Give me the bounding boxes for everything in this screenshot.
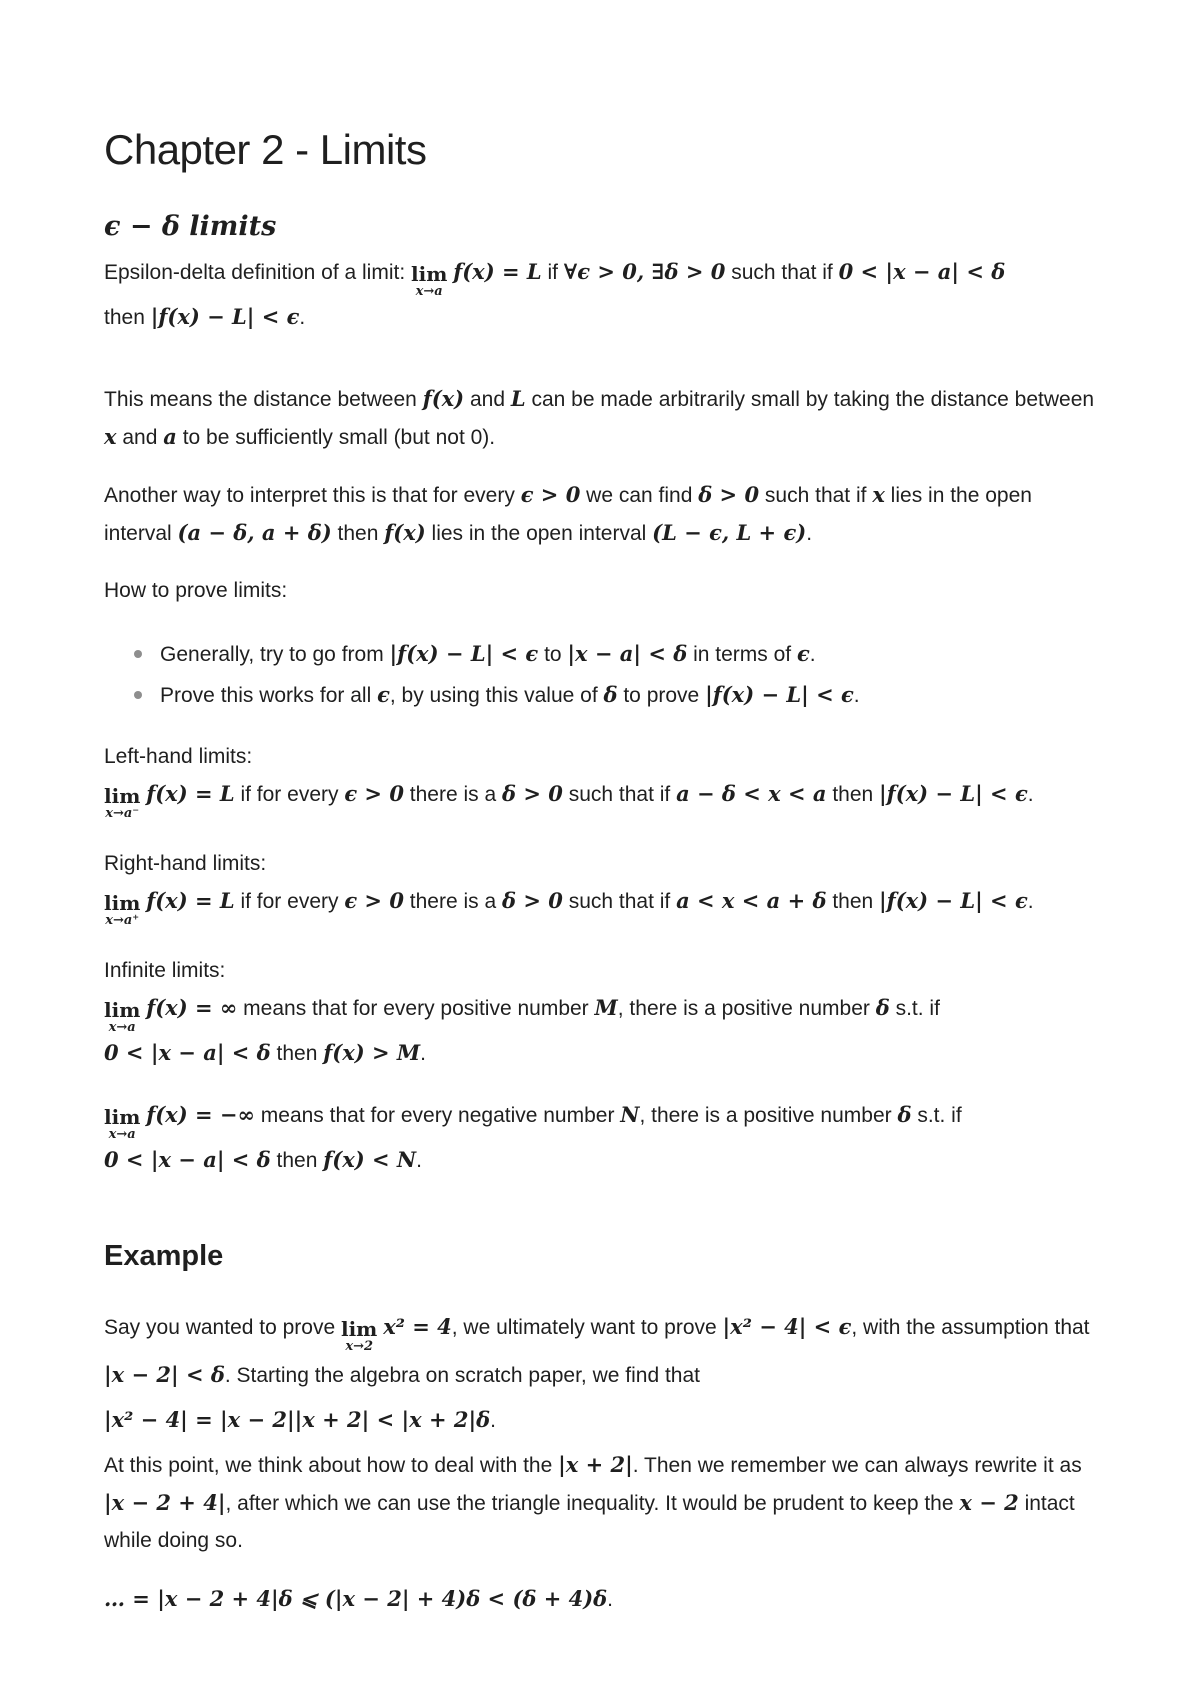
limit-operator: lim x→2: [340, 1317, 378, 1354]
limit-operator: lim x→a: [104, 1105, 141, 1142]
chapter-title: Chapter 2 - Limits: [104, 126, 427, 173]
bullet-dot-icon: [134, 691, 142, 699]
example-heading-block: [104, 1240, 1104, 1273]
definition-paragraph: Epsilon-delta definition of a limit: lim x→a f(x) = L if ∀ϵ > 0, ∃δ > 0 such that if 0 < |x − a| < δ then |f(x) − L| < ϵ.: [104, 259, 1006, 329]
left-hand-limits-heading: Left-hand limits:: [104, 745, 253, 768]
section-heading-block: [104, 210, 1104, 243]
example-paragraph-2: At this point, we think about how to deal with the |x + 2|. Then we remember we can always rewrite it as |x − 2 + 4|, after which we can use the triangle inequality. It would be prudent to keep the x − 2 intact while doing so.: [104, 1452, 1082, 1552]
limit-operator: lim x→a: [411, 262, 448, 299]
limit-operator: lim x→a⁻: [104, 784, 141, 821]
bullet-dot-icon: [134, 650, 142, 658]
example-paragraph-1: Say you wanted to prove lim x→2 x² = 4, we ultimately want to prove |x² − 4| < ϵ, with the assumption that |x − 2| < δ. Starting the algebra on scratch paper, we find that |x² − 4| = |x − 2||x + 2| < |x + 2|δ.: [104, 1314, 1090, 1432]
infinite-limits-heading: Infinite limits:: [104, 959, 226, 982]
how-to-prove-heading: How to prove limits:: [104, 579, 288, 602]
example-paragraph-3: … = |x − 2 + 4|δ ⩽ (|x − 2| + 4)δ < (δ + 4)δ.: [104, 1586, 614, 1611]
right-hand-limits-heading: Right-hand limits:: [104, 852, 267, 875]
list-item: Prove this works for all ϵ, by using this value of δ to prove |f(x) − L| < ϵ.: [104, 675, 1104, 716]
list-item: Generally, try to go from |f(x) − L| < ϵ to |x − a| < δ in terms of ϵ.: [104, 634, 1104, 675]
interpretation-paragraph: Another way to interpret this is that for every ϵ > 0 we can find δ > 0 such that if x lies in the open interval (a − δ, a + δ) then f(x) lies in the open interval (L − ϵ, L + ϵ).: [104, 482, 1032, 545]
proof-steps-list: [104, 634, 1104, 716]
right-hand-limits-block: Right-hand limits: lim x→a⁺ f(x) = L if for every ϵ > 0 there is a δ > 0 such that if a < x < a + δ then |f(x) − L| < ϵ.: [104, 845, 1104, 927]
limit-operator: lim x→a: [104, 998, 141, 1035]
negative-infinity-definition: lim x→a f(x) = −∞ means that for every negative number N, there is a positive number δ s.t. if 0 < |x − a| < δ then f(x) < N.: [104, 1102, 962, 1172]
infinite-limits-block: [104, 952, 1104, 1072]
negative-infinity-block: [104, 1096, 1104, 1179]
section-heading-math: ϵ − δ limits: [104, 211, 277, 242]
meaning-paragraph: This means the distance between f(x) and L can be made arbitrarily small by taking the distance between x and a to be sufficiently small (but not 0).: [104, 386, 1095, 449]
example-heading: Example: [104, 1240, 224, 1272]
limit-operator: lim x→a⁺: [104, 891, 141, 928]
chapter-title-block: [104, 126, 1104, 174]
section-heading-epsilon-delta: [104, 210, 1104, 243]
positive-infinity-definition: lim x→a f(x) = ∞ means that for every positive number M, there is a positive number δ s.t. if 0 < |x − a| < δ then f(x) > M.: [104, 995, 940, 1065]
how-to-prove-heading-block: [104, 572, 1104, 609]
left-hand-limits-block: Left-hand limits: lim x→a⁻ f(x) = L if for every ϵ > 0 there is a δ > 0 such that if a − δ < x < a then |f(x) − L| < ϵ.: [104, 738, 1104, 820]
